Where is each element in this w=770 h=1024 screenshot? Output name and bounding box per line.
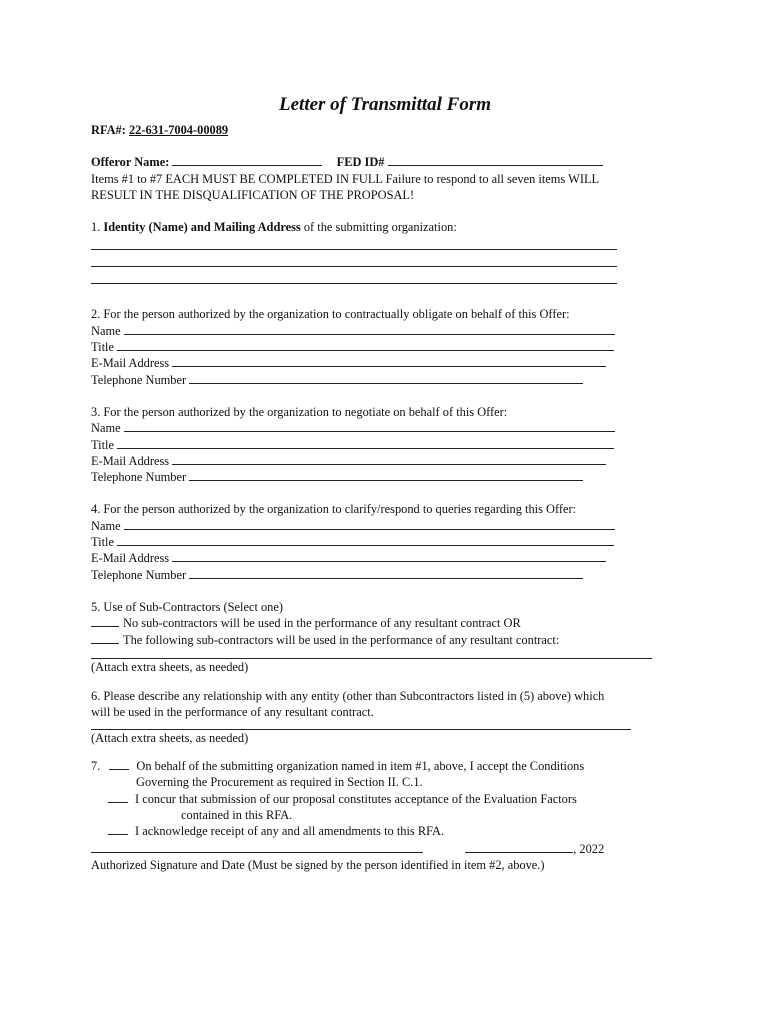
item7-ack-1 [91, 758, 691, 774]
item2-email-label: E-Mail Address [91, 356, 170, 371]
instructions-line-1: Items #1 to #7 EACH MUST BE COMPLETED IN FULL Failure to respond to all seven items WILL [91, 171, 600, 186]
address-line-2[interactable] [91, 252, 617, 267]
item7-ack-3-text: I acknowledge receipt of any and all amendments to this RFA. [135, 824, 445, 839]
signature-row [91, 841, 691, 857]
item1-bold: Identity (Name) and Mailing Address [103, 220, 301, 235]
signature-caption: Authorized Signature and Date (Must be signed by the person identified in item #2, above.) [91, 857, 545, 872]
item3-name-row [91, 420, 691, 436]
item4-phone-label: Telephone Number [91, 567, 187, 582]
item2-phone-field[interactable] [189, 372, 583, 384]
item3-name-label: Name [91, 421, 121, 436]
fed-id-label: FED ID# [336, 155, 385, 170]
item4-name-row [91, 518, 691, 534]
rfa-line [91, 122, 691, 138]
item4-phone-field[interactable] [189, 567, 583, 579]
item2-title-field[interactable] [117, 339, 614, 351]
item3-phone-field[interactable] [189, 469, 583, 481]
item7-ack-2 [91, 791, 691, 807]
item7-ack-1-cont: Governing the Procurement as required in Section II. C.1. [136, 775, 423, 790]
item1-rest: of the submitting organization: [300, 220, 457, 235]
no-subcontractors-check[interactable] [91, 615, 119, 627]
item7-ack-1-text: On behalf of the submitting organization named in item #1, above, I accept the Conditions [136, 759, 585, 774]
item4-title-label: Title [91, 535, 114, 550]
rfa-number: 22-631-7004-00089 [128, 123, 229, 137]
item5-option-2 [91, 632, 691, 648]
item6-attach-note: (Attach extra sheets, as needed) [91, 730, 249, 745]
item6-line-2: will be used in the performance of any resultant contract. [91, 705, 374, 720]
fed-id-field[interactable] [388, 154, 603, 166]
relationship-field[interactable] [91, 721, 631, 730]
accept-conditions-check[interactable] [109, 758, 129, 770]
item1-number: 1. [91, 220, 101, 235]
offeror-line [91, 154, 691, 170]
item3-phone-label: Telephone Number [91, 470, 187, 485]
item4-title-field[interactable] [117, 534, 614, 546]
item2-email-row [91, 355, 691, 371]
concur-evaluation-check[interactable] [108, 791, 128, 803]
item6-line-1: 6. Please describe any relationship with any entity (other than Subcontractors listed in (5) above) which [91, 689, 605, 704]
item3-heading: 3. For the person authorized by the organization to negotiate on behalf of this Offer: [91, 404, 508, 419]
address-line-3[interactable] [91, 269, 617, 284]
item2-title-label: Title [91, 340, 114, 355]
item3-title-label: Title [91, 437, 114, 452]
address-line-1[interactable] [91, 235, 617, 250]
item3-title-field[interactable] [117, 437, 614, 449]
item3-email-field[interactable] [172, 453, 606, 465]
item7-ack-2-cont: contained in this RFA. [181, 807, 293, 822]
item2-phone-row [91, 372, 691, 388]
item5-option-1-text: No sub-contractors will be used in the performance of any resultant contract OR [123, 616, 521, 631]
item2-name-field[interactable] [124, 323, 615, 335]
item4-title-row [91, 534, 691, 550]
form-title: Letter of Transmittal Form [279, 94, 491, 115]
item7-ack-2-text: I concur that submission of our proposal constitutes acceptance of the Evaluation Factors [135, 791, 577, 806]
item7-ack-3 [91, 823, 691, 839]
item4-email-field[interactable] [172, 550, 606, 562]
item3-email-row [91, 453, 691, 469]
offeror-name-field[interactable] [172, 154, 322, 166]
item1-heading [91, 219, 691, 235]
subcontractors-field[interactable] [91, 648, 652, 659]
date-field[interactable] [465, 841, 573, 853]
item4-heading: 4. For the person authorized by the organization to clarify/respond to queries regarding this Offer: [91, 502, 577, 517]
item4-name-field[interactable] [124, 518, 615, 530]
item2-email-field[interactable] [172, 355, 606, 367]
acknowledge-amendments-check[interactable] [108, 823, 128, 835]
following-subcontractors-check[interactable] [91, 632, 119, 644]
item4-phone-row [91, 567, 691, 583]
instructions-line-2: RESULT IN THE DISQUALIFICATION OF THE PROPOSAL! [91, 187, 415, 202]
item2-name-row [91, 323, 691, 339]
item3-title-row [91, 437, 691, 453]
item5-heading: 5. Use of Sub-Contractors (Select one) [91, 599, 284, 614]
offeror-name-label: Offeror Name: [91, 155, 170, 170]
item7-number: 7. [91, 759, 101, 774]
item2-title-row [91, 339, 691, 355]
item2-phone-label: Telephone Number [91, 372, 187, 387]
item3-email-label: E-Mail Address [91, 453, 170, 468]
item5-option-2-text: The following sub-contractors will be used in the performance of any resultant contract: [123, 632, 560, 647]
signature-year: , 2022 [573, 841, 605, 856]
form-content [91, 94, 691, 873]
item2-name-label: Name [91, 323, 121, 338]
item4-email-label: E-Mail Address [91, 551, 170, 566]
item5-attach-note: (Attach extra sheets, as needed) [91, 659, 249, 674]
item2-heading: 2. For the person authorized by the organization to contractually obligate on behalf of this Offer: [91, 307, 570, 322]
signature-field[interactable] [91, 841, 423, 853]
rfa-label: RFA#: [91, 123, 126, 137]
item3-name-field[interactable] [124, 420, 615, 432]
item4-email-row [91, 550, 691, 566]
item3-phone-row [91, 469, 691, 485]
item5-option-1 [91, 615, 691, 631]
item4-name-label: Name [91, 518, 121, 533]
